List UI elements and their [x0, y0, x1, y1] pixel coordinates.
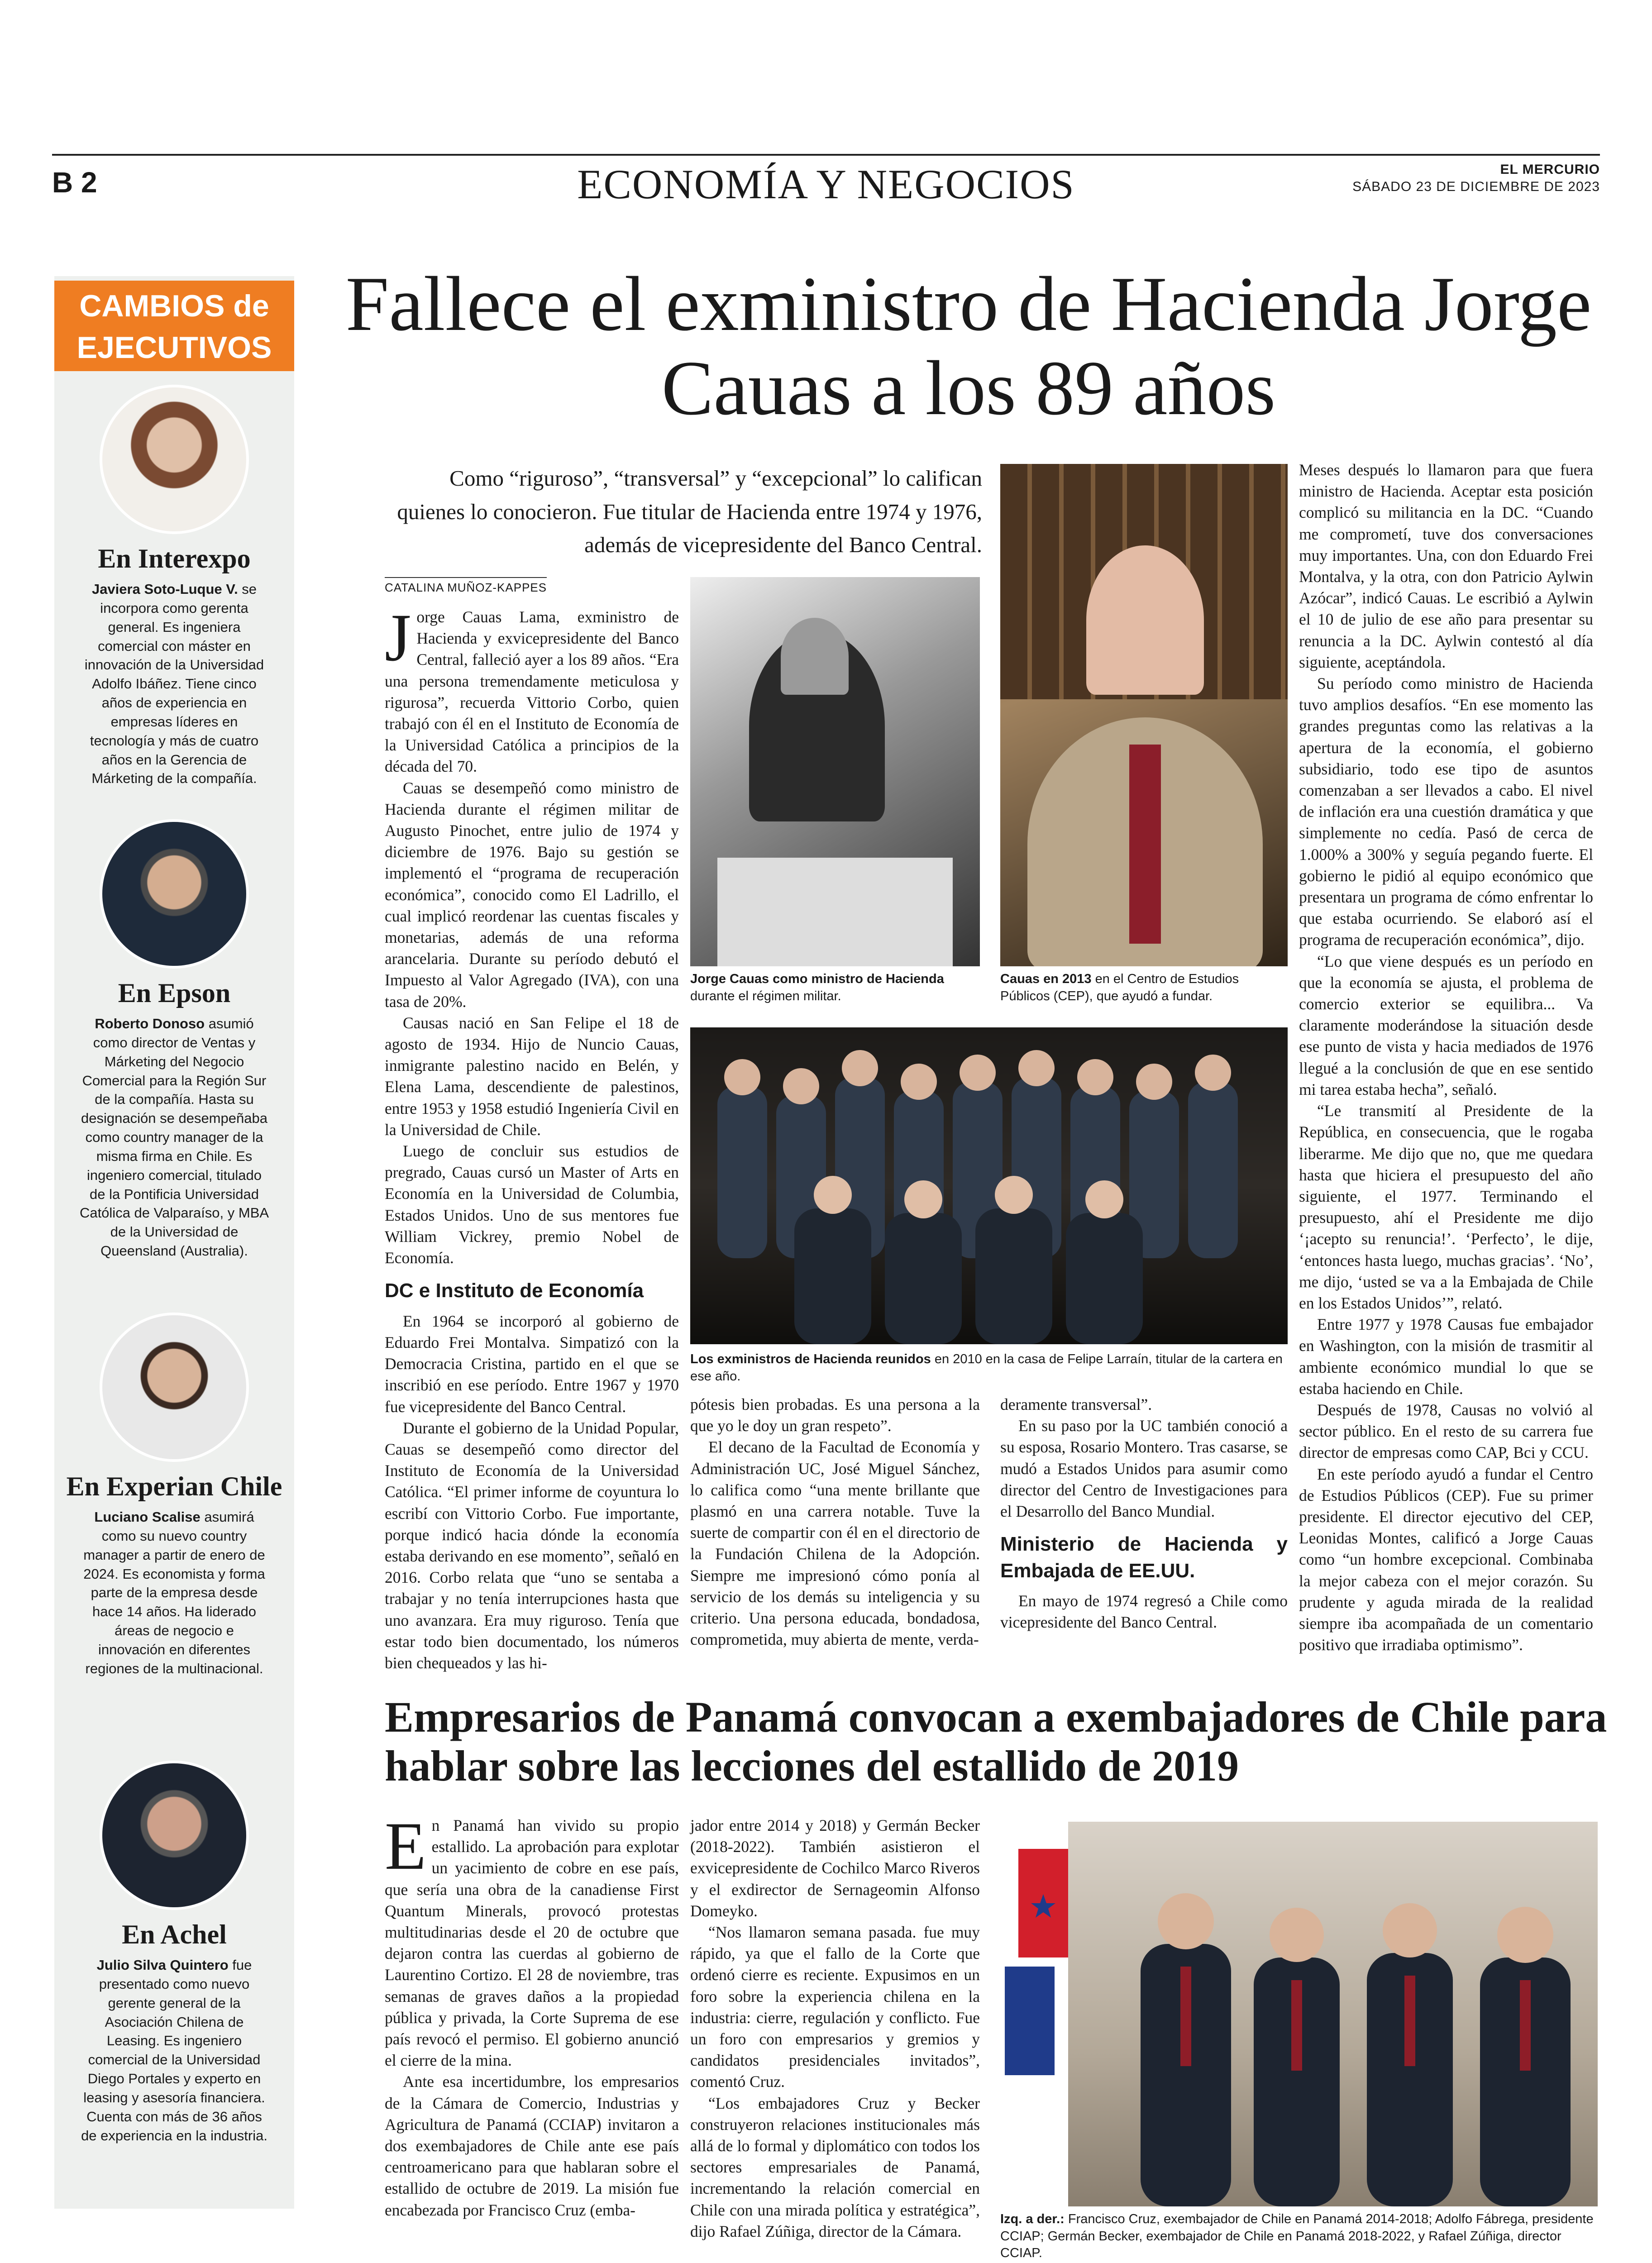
- photo-caption: Cauas en 2013 en el Centro de Estudios Públicos (CEP), que ayudó a fundar.: [1000, 972, 1239, 1003]
- exec-bio: Javiera Soto-Luque V. se incorpora como gerenta general. Es ingeniera comercial con máster en innovación de la Universidad Adolfo Ibáñez. Tiene cinco años de experiencia en empresas líderes en tecnología y más de cuatro años en la Gerencia de Márketing de la compañía.: [84, 581, 264, 787]
- story1-column-2: pótesis bien probadas. Es una persona a la que yo le doy un gran respeto”. El decano de la Facultad de Economía y Administración UC, José Miguel Sánchez, lo califica como “una mente brillante que plasmó en una carrera notable. Tuve la suerte de compartir con él en el directorio de la Fundación Chilena de la Adopción. Siempre me impresionó cómo ponía al servicio de los demás su inteligencia y su criterio. Una persona educada, bondadosa, comprometida, muy abierta de mente, verda-: [690, 1395, 980, 1649]
- photo-caption: Jorge Cauas como ministro de Hacienda durante el régimen militar.: [690, 972, 944, 1003]
- exec-company: En Experian Chile: [66, 1471, 282, 1501]
- avatar: [100, 1313, 249, 1462]
- story-dek: Como “riguroso”, “transversal” y “excepcional” lo califican quienes lo conocieron. Fue titular de Hacienda entre 1974 y 1976, además de vicepresidente del Banco Central.: [397, 466, 982, 557]
- exec-company: En Interexpo: [98, 544, 251, 573]
- subhead: DC e Instituto de Economía: [385, 1280, 644, 1302]
- exec-item: [54, 1313, 294, 1678]
- photo-cauas-minister: [690, 577, 980, 966]
- exec-bio: Julio Silva Quintero fue presentado como nuevo gerente general de la Asociación Chilena de Leasing. Es ingeniero comercial de la Universidad Diego Portales y experto en leasing y asesoría financiera. Cuenta con más de 36 años de experiencia en la industria.: [81, 1957, 267, 2144]
- photo-exministers: [690, 1027, 1288, 1344]
- avatar: [100, 1761, 249, 1910]
- photo-panama-meeting: [1000, 1822, 1598, 2206]
- page-number: B 2: [52, 166, 97, 199]
- main-headline: Fallece el exministro de Hacienda Jorge Cauas a los 89 años: [345, 261, 1592, 431]
- subhead: Ministerio de Hacienda y Embajada de EE.UU.: [1000, 1533, 1288, 1582]
- masthead: [52, 154, 1600, 208]
- newspaper-name: EL MERCURIO: [1500, 162, 1600, 177]
- drop-cap: J: [385, 600, 411, 675]
- avatar: [100, 385, 249, 534]
- executives-sidebar: [54, 276, 294, 2209]
- group-photo-figures: [690, 1027, 1288, 1344]
- panama-flag-and-people: [1000, 1822, 1598, 2206]
- exec-item: [54, 819, 294, 1260]
- story1-column-4: Meses después lo llamaron para que fuera ministro de Hacienda. Aceptar esta posición complicó su militancia en la DC. “Cuando me comprometí, tuve dos conversaciones muy importantes. Una, con don Eduardo Frei Montalva, y la otra, con don Patricio Aylwin Azócar”, indicó Cauas. Le escribió a Aylwin el 10 de julio de ese año para presentar su renuncia a la DC. Aylwin contestó al día siguiente, aceptándola. Su período como ministro de Hacienda tuvo amplios desafíos. “En ese momento las grandes preguntas como las relativas a la apertura de la economía, el gobierno subsidiario, todo ese tipo de asuntos comenzaban a ser llevados a cabo. El nivel de inflación era una cuestión dramática y que simplemente no cedía. Pasó de cerca de 1.000% a 300% y seguía pegando fuerte. El gobierno le pidió al equipo económico que presentara un programa de cómo enfrentar lo que estaba ocurriendo. Se elaboró así el programa de recuperación económica”, dijo. “Lo que viene después es un período en que la economía se ajusta, el problema de comercio exterior se equilibra... Va claramente moderándose la situación desde ese punto de vista y hacia mediados de 1976 llegué a la conclusión de que en ese sentido mi tarea estaba hecha”, señaló. “Le transmití al Presidente de la República, en consecuencia, que le rogaba liberarme. Me dijo que no, que me quedara hasta que hiciera el presupuesto del año siguiente, el 1977. Terminando el presupuesto, ahí el Presidente me dijo ‘¡acepto su renuncia!’. ‘Perfecto’, le dije, ‘entonces hasta luego, muchas gracias’. ‘No’, me dijo, ‘usted se va a la Embajada de Chile en los Estados Unidos’”, relató. Entre 1977 y 1978 Causas fue embajador en Washington, con la misión de trasmitir al ambiente económico mundial lo que se estaba haciendo en Chile. Después de 1978, Causas no volvió al sector público. En el resto de su carrera fue director de empresas como CAP, Bci y CCU. En este período ayudó a fundar el Centro de Estudios Públicos (CEP). Fue su primer presidente. El director ejecutivo del CEP, Leonidas Montes, calificó a Jorge Cauas como “un hombre excepcional. Combinaba la mejor cabeza con el mejor corazón. Su prudente y aguda mirada de la realidad siempre iba acompañada de un comentario positivo que irradiaba optimismo”.: [1299, 461, 1593, 1654]
- exec-item: [54, 1761, 294, 2145]
- story2-column-1: E n Panamá han vivido su propio estallido. La aprobación para explotar un yacimiento de cobre en ese país, que sería una obra de la canadiense First Quantum Minerals, provocó protestas multitudinarias desde el 20 de octubre que dejaron contra las cuerdas al gobierno de Laurentino Cortizo. El 28 de noviembre, tras semanas de graves daños a la propiedad pública y privada, la Corte Suprema de ese país revocó el permiso. El gobierno anunció el cierre de la mina. Ante esa incertidumbre, los empresarios de la Cámara de Comercio, Industrias y Agricultura de Panamá (CCIAP) invitaron a dos exembajadores de Chile ante ese país centroamericano para que hablaran sobre el estallido de octubre de 2019. La misión fue encabezada por Francisco Cruz (emba-: [385, 1809, 679, 2219]
- photo-caption: Izq. a der.: Francisco Cruz, exembajador de Chile en Panamá 2014-2018; Adolfo Fábrega, presidente CCIAP; Germán Becker, exembajador de Chile en Panamá 2018-2022, y Rafael Zúñiga, director CCIAP.: [1000, 2212, 1594, 2261]
- story2-column-2: jador entre 2014 y 2018) y Germán Becker (2018-2022). También asistieron el exvicepresidente de Cochilco Marco Riveros y el exdirector de Sernageomin Alfonso Domeyko. “Nos llamaron semana pasada. fue muy rápido, ya que el fallo de la Corte que ordenó cierre es reciente. Expusimos en un foro sobre la experiencia chilena en la industria: cierre, regulación y conflicto. Fue un foro con empresarios y gremios y candidatos presidenciales invitados”, comentó Cruz. “Los embajadores Cruz y Becker construyeron relaciones institucionales más allá de lo formal y diplomático con todos los sectores empresariales de Panamá, incrementando la relación comercial en Chile con una mirada política y estratégica”, dijo Rafael Zúñiga, director de la Cámara.: [690, 1816, 980, 2240]
- photo-caption: Los exministros de Hacienda reunidos en 2010 en la casa de Felipe Larraín, titular de la cartera en ese año.: [690, 1352, 1283, 1384]
- drop-cap: E: [385, 1809, 426, 1884]
- exec-bio: Roberto Donoso asumió como director de Ventas y Márketing del Negocio Comercial para la Región Sur de la compañía. Hasta su designación se desempeñaba como country manager de la misma firma en Chile. Es ingeniero comercial, titulado de la Pontificia Universidad Católica de Valparaíso, y MBA de la Universidad de Queensland (Australia).: [79, 1016, 269, 1259]
- issue-date: SÁBADO 23 DE DICIEMBRE DE 2023: [1352, 179, 1600, 194]
- photo-cauas-2013: [1000, 464, 1288, 966]
- avatar: [100, 819, 249, 969]
- story1-column-3: deramente transversal”. En su paso por la UC también conoció a su esposa, Rosario Montero. Tras casarse, se mudó a Estados Unidos para asumir como director del Centro de Investigaciones para el Desarrollo del Banco Mundial. Ministerio de Hacienda y Embajada de EE.UU. En mayo de 1974 regresó a Chile como vicepresidente del Banco Central.: [1000, 1395, 1288, 1632]
- exec-item: [54, 385, 294, 788]
- section-title: ECONOMÍA Y NEGOCIOS: [577, 161, 1075, 207]
- exec-bio: Luciano Scalise asumirá como su nuevo country manager a partir de enero de 2024. Es economista y forma parte de la empresa desde hace 14 años. Ha liderado áreas de negocio e innovación en diferentes regiones de la multinacional.: [83, 1509, 265, 1676]
- exec-company: En Achel: [122, 1919, 227, 1949]
- byline: CATALINA MUÑOZ-KAPPES: [385, 577, 547, 595]
- exec-company: En Epson: [118, 978, 231, 1008]
- story2-headline: Empresarios de Panamá convocan a exembajadores de Chile para hablar sobre las lecciones del estallido de 2019: [385, 1693, 1607, 1790]
- sidebar-tag: CAMBIOS de EJECUTIVOS: [54, 281, 294, 371]
- story1-column-1: J orge Cauas Lama, exministro de Hacienda y exvicepresidente del Banco Central, falleció ayer a los 89 años. “Era una persona tremendamente meticulosa y rigurosa”, recuerda Vittorio Corbo, quien trabajó con él en el Instituto de Economía de la Universidad Católica a principios de la década del 70. Cauas se desempeñó como ministro de Hacienda durante el régimen militar de Augusto Pinochet, entre julio de 1974 y diciembre de 1976. Bajo su gestión se implementó el “programa de recuperación económica”, conocido como El Ladrillo, el cual implicó reordenar las cuentas fiscales y monetarias, además de una reforma arancelaria. Durante su período debutó el Impuesto al Valor Agregado (IVA), con una tasa de 20%. Causas nació en San Felipe el 18 de agosto de 1934. Hijo de Nuncio Cauas, inmigrante palestino nacido en Belén, y Elena Lama, descendiente de palestinos, entre 1953 y 1958 estudió Ingeniería Civil en la Universidad de Chile. Luego de concluir sus estudios de pregrado, Cauas cursó un Master of Arts en Economía en la Universidad de Columbia, Estados Unidos. Uno de sus mentores fue William Vickrey, premio Nobel de Economía. DC e Instituto de Economía En 1964 se incorporó al gobierno de Eduardo Frei Montalva. Simpatizó con la Democracia Cristina, partido en el que se inscribió en ese período. Entre 1967 y 1970 fue vicepresidente del Banco Central. Durante el gobierno de la Unidad Popular, Cauas se desempeñó como director del Instituto de Economía de la Universidad Católica. “El primer informe de coyuntura lo escribí con Vittorio Corbo. Fue importante, porque indicó hacia dónde la economía estaba derivando en ese momento”, señaló en 2016. Corbo relata que “uno se sentaba a trabajar y no tenía interrupciones hasta que uno avanzara. Era muy riguroso. Tenía que estar todo bien documentado, los números bien chequeados y las hi-: [385, 600, 679, 1672]
